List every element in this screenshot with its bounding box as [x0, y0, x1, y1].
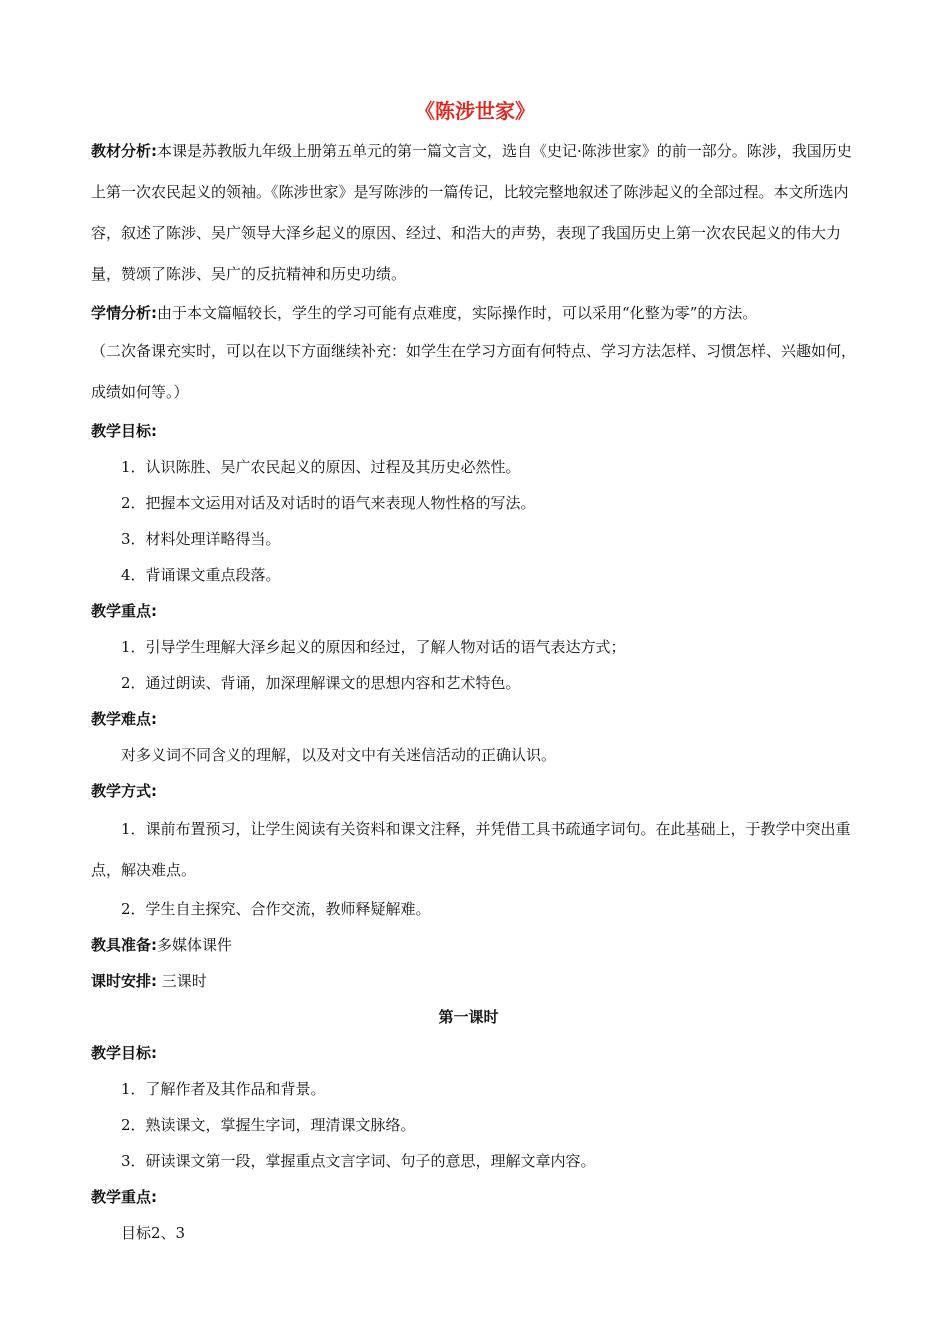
- tools-text: 多媒体课件: [157, 936, 233, 954]
- student-analysis-note: （二次备课充实时，可以在以下方面继续补充：如学生在学习方面有何特点、学习方法怎样、习惯怎样、兴趣如何，成绩如何等。）: [91, 342, 857, 401]
- lesson-one-goal-item: 1．了解作者及其作品和背景。: [121, 1080, 326, 1098]
- lesson-one-heading: 第一课时: [438, 1008, 499, 1026]
- student-analysis-text: 由于本文篇幅较长，学生的学习可能有点难度，实际操作时，可以采用“化整为零”的方法。: [157, 304, 758, 322]
- schedule-text: 三课时: [157, 972, 207, 990]
- student-analysis-colon: :: [151, 304, 158, 322]
- textbook-analysis-paragraph: [91, 131, 866, 295]
- student-analysis-paragraph: [91, 295, 866, 331]
- difficulties-heading: 教学难点:: [91, 710, 157, 728]
- key-points-heading: 教学重点:: [91, 602, 157, 620]
- teaching-goal-item: 2．把握本文运用对话及对话时的语气来表现人物性格的写法。: [121, 494, 536, 512]
- document-title: 《陈涉世家》: [415, 99, 535, 123]
- textbook-analysis-label: 教材分析: [91, 142, 152, 160]
- teaching-methods-heading: 教学方式:: [91, 782, 157, 800]
- difficulties-text: 对多义词不同含义的理解，以及对文中有关迷信活动的正确认识。: [121, 746, 557, 764]
- teaching-goal-item: 4．背诵课文重点段落。: [121, 566, 281, 584]
- teaching-method-item: 1．课前布置预习，让学生阅读有关资料和课文注释，并凭借工具书疏通字词句。在此基础上，于教学中突出重点，解决难点。: [91, 820, 851, 879]
- schedule-label: 课时安排: [91, 972, 152, 990]
- lesson-one-key-text: 目标2、3: [121, 1224, 186, 1242]
- textbook-analysis-text: 本课是苏教版九年级上册第五单元的第一篇文言文，选自《史记·陈涉世家》的前一部分。陈涉，我国历史上第一次农民起义的领袖。《陈涉世家》是写陈涉的一篇传记，比较完整地叙述了陈涉起义的全部过程。本文所选内容，叙述了陈涉、吴广领导大泽乡起义的原因、经过、和浩大的声势，表现了我国历史上第一次农民起义的伟大力量，赞颂了陈涉、吴广的反抗精神和历史功绩。: [91, 142, 852, 283]
- teaching-goals-heading: 教学目标:: [91, 422, 157, 440]
- schedule-colon: :: [151, 972, 158, 990]
- student-analysis-label: 学情分析: [91, 304, 152, 322]
- key-point-item: 1．引导学生理解大泽乡起义的原因和经过，了解人物对话的语气表达方式；: [121, 638, 626, 656]
- document-body: [91, 131, 866, 1251]
- teaching-goal-item: 1．认识陈胜、吴广农民起义的原因、过程及其历史必然性。: [121, 458, 521, 476]
- tools-label: 教具准备: [91, 936, 152, 954]
- lesson-one-key-heading: 教学重点:: [91, 1188, 157, 1206]
- lesson-one-goal-item: 3．研读课文第一段，掌握重点文言字词、句子的意思，理解文章内容。: [121, 1152, 596, 1170]
- tools-colon: :: [151, 936, 158, 954]
- lesson-one-goals-heading: 教学目标:: [91, 1044, 157, 1062]
- schedule-paragraph: [91, 963, 866, 999]
- teaching-method-item: 2．学生自主探究、合作交流，教师释疑解难。: [121, 900, 431, 918]
- tools-paragraph: [91, 927, 866, 963]
- lesson-one-goal-item: 2．熟读课文，掌握生字词，理清课文脉络。: [121, 1116, 416, 1134]
- key-point-item: 2．通过朗读、背诵，加深理解课文的思想内容和艺术特色。: [121, 674, 521, 692]
- textbook-analysis-colon: :: [151, 142, 158, 160]
- teaching-goal-item: 3．材料处理详略得当。: [121, 530, 281, 548]
